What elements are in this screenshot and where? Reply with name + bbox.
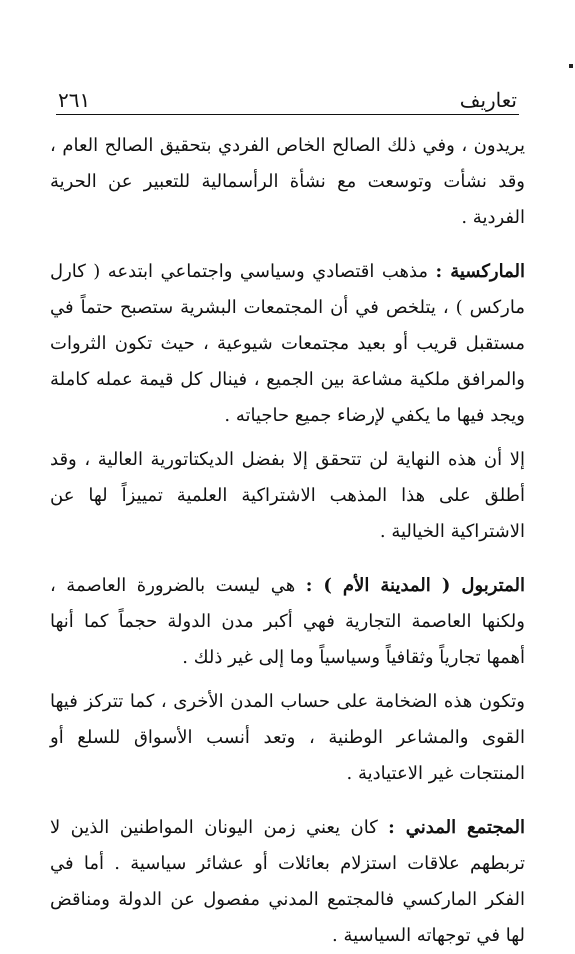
paragraph-marxism-continued bbox=[50, 442, 525, 550]
paragraph-text: يريدون ، وفي ذلك الصالح الخاص الفردي بتحقيق الصالح العام ، وقد نشأت وتوسعت مع نشأة الرأسمالية للتعبير عن الحرية الفردية . bbox=[50, 135, 525, 228]
paragraph-intro-continuation bbox=[50, 128, 525, 236]
header-title: تعاريف bbox=[459, 88, 517, 112]
definition-term: الماركسية : bbox=[435, 261, 525, 282]
definition-metropolis bbox=[50, 568, 525, 676]
definition-text: مذهب اقتصادي وسياسي واجتماعي ابتدعه ( كارل ماركس ) ، يتلخص في أن المجتمعات البشرية ستصبح حتماً في مستقبل قريب أو بعيد مجتمعات شيوعية ، حيث تكون الثروات والمرافق ملكية مشاعة بين الجميع ، فينال كل قيمة عمله كاملة ويجد فيها ما يكفي لإرضاء جميع حاجياته . bbox=[50, 261, 525, 426]
header-rule bbox=[56, 114, 519, 115]
definition-civil-society bbox=[50, 810, 525, 954]
paragraph-text: إلا أن هذه النهاية لن تتحقق إلا بفضل الديكتاتورية العالية ، وقد أطلق على هذا المذهب الاشتراكية العلمية تمييزاً لها عن الاشتراكية الخيالية . bbox=[50, 449, 525, 542]
definition-text: كان يعني زمن اليونان المواطنين الذين لا تربطهم علاقات استزلام بعائلات أو عشائر سياسية . أما في الفكر الماركسي فالمجتمع المدني مفصول عن الدولة ومناقض لها في توجهاته السياسية . bbox=[50, 817, 525, 946]
running-header bbox=[58, 84, 517, 112]
definition-term: المتربول ( المدينة الأم ) : bbox=[305, 575, 526, 596]
definition-marxism bbox=[50, 254, 525, 434]
definition-term: المجتمع المدني : bbox=[388, 817, 525, 838]
scan-speck bbox=[569, 64, 573, 68]
definition-text: هي ليست بالضرورة العاصمة ، ولكنها العاصمة التجارية فهي أكبر مدن الدولة حجماً كما أنها أهمها تجارياً وثقافياً وسياسياً وما إلى غير ذلك . bbox=[50, 575, 525, 668]
page-body bbox=[50, 128, 525, 954]
paragraph-metropolis-continued bbox=[50, 684, 525, 792]
paragraph-text: وتكون هذه الضخامة على حساب المدن الأخرى ، كما تتركز فيها القوى والمشاعر الوطنية ، وتعد أنسب الأسواق للسلع أو المنتجات غير الاعتيادية . bbox=[50, 691, 525, 784]
page-number: ٢٦١ bbox=[58, 88, 91, 112]
